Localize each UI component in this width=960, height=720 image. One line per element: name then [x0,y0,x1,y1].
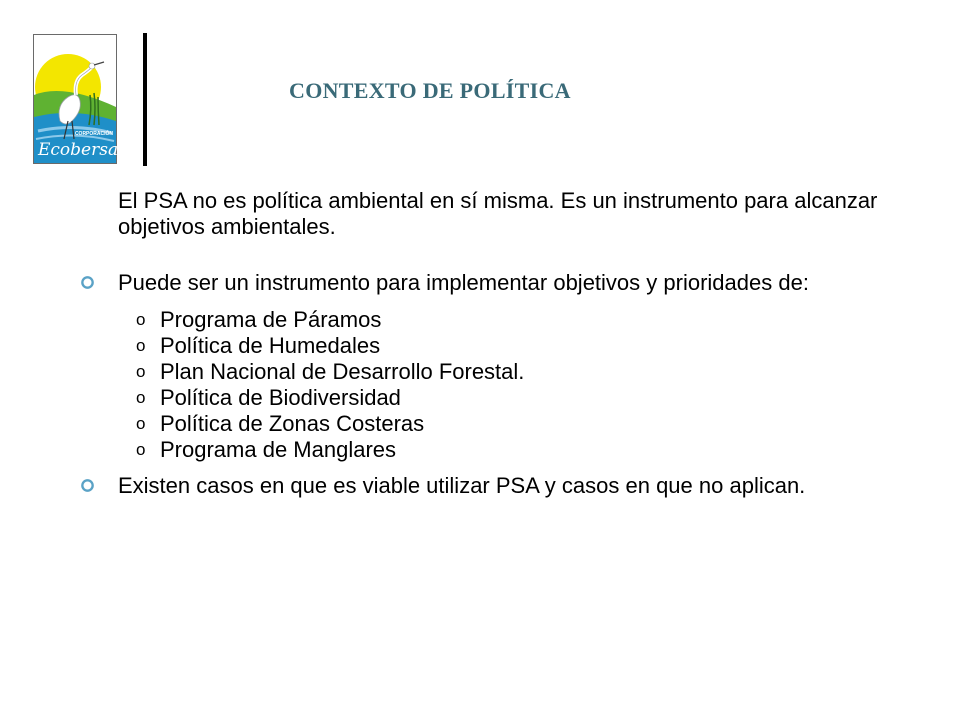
ring-bullet-icon [80,478,95,493]
ecobersa-logo [33,34,117,164]
bullet-item [118,270,908,296]
logo-small-text: CORPORACIÓN [74,131,113,137]
list-item-text: Política de Biodiversidad [160,385,401,410]
sub-marker: o [136,388,146,407]
header-divider [143,33,147,166]
bullet-item [118,473,908,499]
list-item-text: Política de Humedales [160,333,381,358]
logo-brand-text: Ecobersa [38,140,119,160]
sub-marker: o [136,362,146,381]
list-item-text: Programa de Manglares [160,437,397,462]
slide-title: CONTEXTO DE POLÍTICA [289,78,571,103]
bullet-text: Puede ser un instrumento para implementar objetivos y prioridades de: [118,270,809,295]
list-item-text: Plan Nacional de Desarrollo Forestal. [160,359,525,384]
list-item [118,433,908,467]
sub-marker: o [136,440,146,459]
list-item-text: Programa de Páramos [160,307,382,332]
sub-list [118,303,908,467]
slide-body [118,188,908,499]
sub-marker: o [136,336,146,355]
sub-marker: o [136,310,146,329]
ring-bullet-icon [80,275,95,290]
bullet-text: Existen casos en que es viable utilizar PSA y casos en que no aplican. [118,473,806,498]
intro-paragraph: El PSA no es política ambiental en sí misma. Es un instrumento para alcanzar objetivos ambientales. [118,188,878,239]
sub-marker: o [136,414,146,433]
list-item-text: Política de Zonas Costeras [160,411,425,436]
